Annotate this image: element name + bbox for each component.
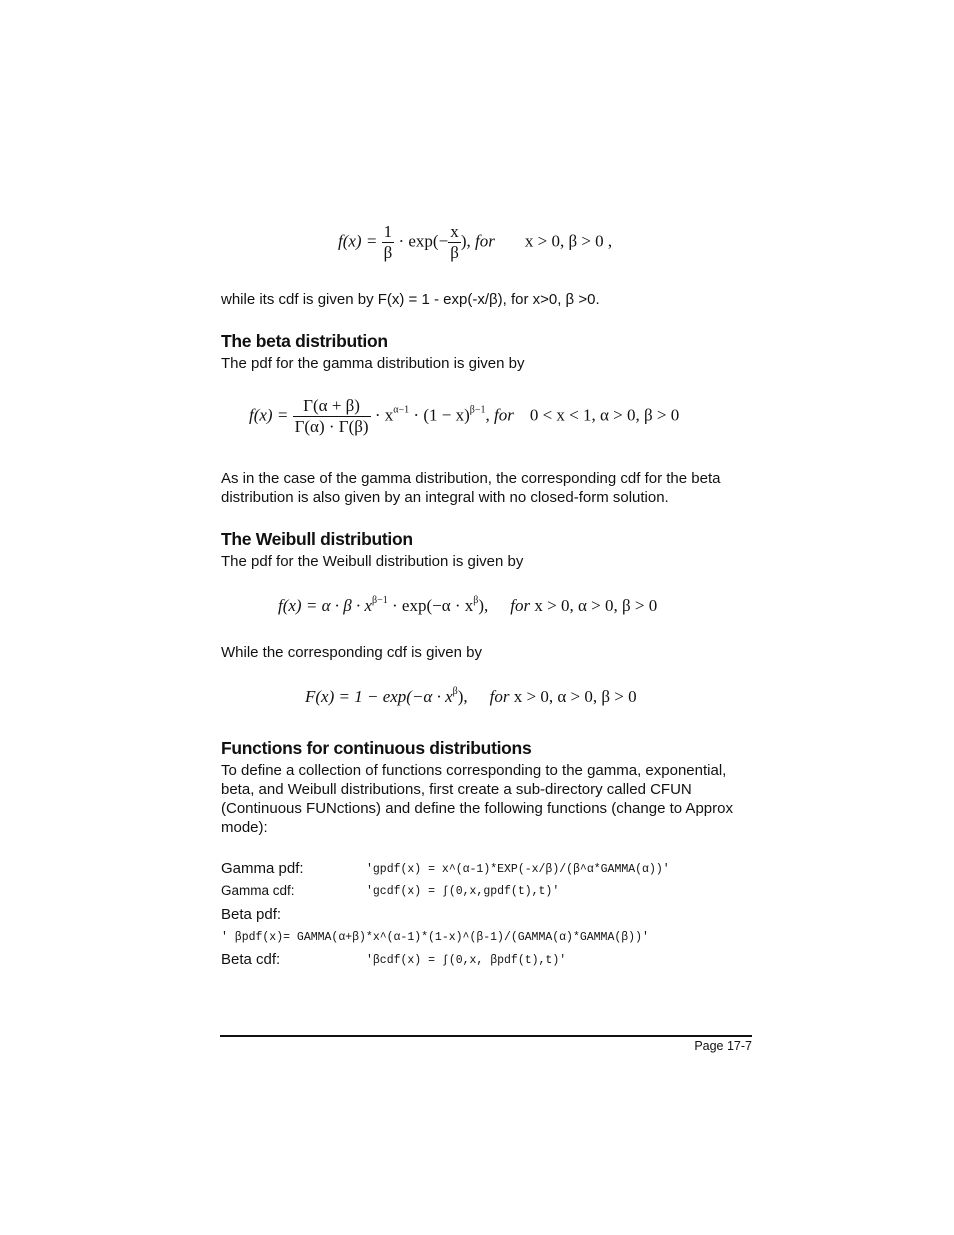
weibull-cdf-formula: $F(x) = 1 - \exp(-\alpha \cdot x^\beta)$, for x > 0, α > 0, β > 0 <box>305 686 637 706</box>
gamma-fraction: $\frac{\Gamma(\alpha + \beta)}{\Gamma(\alpha) \cdot \Gamma(\beta)}$ <box>294 396 369 436</box>
beta-pdf-label: Beta pdf: <box>221 906 282 923</box>
gamma-cdf-code: 'gcdf(x) = ∫(0,x,gpdf(t),t)' <box>366 885 560 898</box>
fraction-one-over-beta: $\frac{1}{\beta}$ <box>383 222 393 262</box>
weibull-cdf-intro: While the corresponding cdf is given by <box>221 644 482 661</box>
weibull-intro: The pdf for the Weibull distribution is given by <box>221 553 524 570</box>
fraction-x-over-beta: $\frac{x}{\beta}$ <box>450 222 459 262</box>
beta-heading: The beta distribution <box>221 331 388 351</box>
beta-cdf-code: 'βcdf(x) = ∫(0,x, βpdf(t),t)' <box>366 954 567 967</box>
beta-pdf-formula: f(x) = $\frac{\Gamma(\alpha + \beta)}{\Gamma(\alpha) \cdot \Gamma(\beta)}$ · $x^{\alpha-1} \cdot (1 - x)^{\beta-1}$, for 0 < x < 1, α > 0, β > 0 <box>249 396 680 436</box>
functions-body: To define a collection of functions corresponding to the gamma, exponential, beta, and Weibull distributions, first create a sub-directory called CFUN (Continuous FUNctions) and define the following functions (change to Approx mode): <box>221 762 733 836</box>
beta-intro: The pdf for the gamma distribution is given by <box>221 355 525 372</box>
exponential-pdf-formula: f(x) = $\frac{1}{\beta}$ · exp(− $\frac{x}{\beta}$ ), for x > 0, β > 0 , <box>338 222 613 262</box>
weibull-pdf-formula: $f(x) = \alpha \cdot \beta \cdot x^{\beta-1} \cdot \exp(-\alpha \cdot x^\beta)$, for x > 0, α > 0, β > 0 <box>278 595 658 615</box>
beta-cdf-label: Beta cdf: <box>221 951 281 968</box>
gamma-cdf-label: Gamma cdf: <box>221 883 295 898</box>
functions-heading: Functions for continuous distributions <box>221 738 532 758</box>
exponential-cdf-text: while its cdf is given by F(x) = 1 - exp(-x/β), for x>0, β >0. <box>221 291 600 308</box>
beta-note: As in the case of the gamma distribution, the corresponding cdf for the beta distribution is also given by an integral with no closed-form solution. <box>221 470 721 506</box>
gamma-pdf-label: Gamma pdf: <box>221 860 304 877</box>
beta-pdf-code: ' βpdf(x)= GAMMA(α+β)*x^(α-1)*(1-x)^(β-1)/(GAMMA(α)*GAMMA(β))' <box>221 931 649 944</box>
weibull-heading: The Weibull distribution <box>221 529 413 549</box>
page-number: Page 17-7 <box>694 1039 752 1053</box>
gamma-pdf-code: 'gpdf(x) = x^(α-1)*EXP(-x/β)/(β^α*GAMMA(α))' <box>366 863 670 876</box>
formula-lhs: f(x) = <box>338 231 382 251</box>
footer-rule <box>220 1035 752 1037</box>
